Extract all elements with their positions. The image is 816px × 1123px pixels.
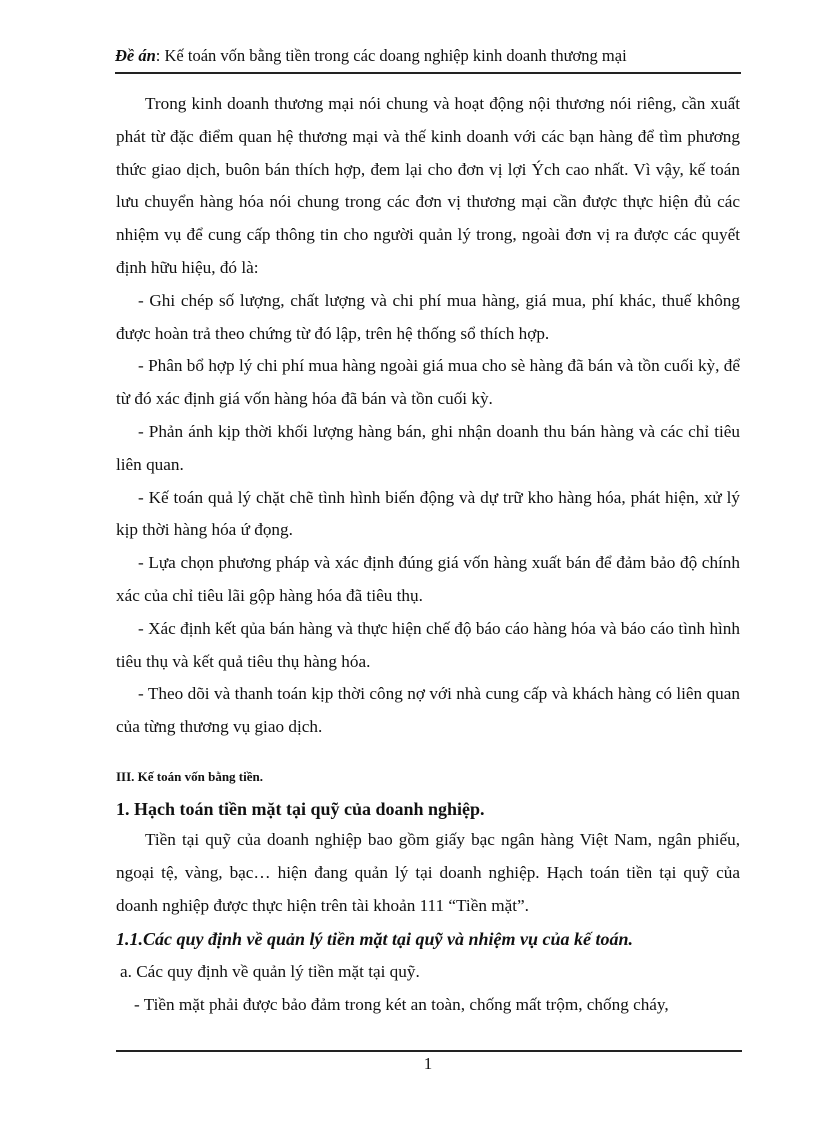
page-body [116, 88, 740, 1022]
header-label: Đề án [115, 46, 156, 65]
list-item: - Ghi chép số lượng, chất lượng và chi phí mua hàng, giá mua, phí khác, thuế không được hoàn trả theo chứng từ đó lập, trên hệ thống sổ thích hợp. [116, 290, 740, 343]
list-item: - Phân bổ hợp lý chi phí mua hàng ngoài giá mua cho sè hàng đã bán và tồn cuối kỳ, để từ đó xác định giá vốn hàng hóa đã bán và tồn cuối kỳ. [116, 356, 740, 409]
paragraph-last-line: - Tiền mặt phải được bảo đảm trong két an toàn, chống mất trộm, chống cháy, [134, 995, 669, 1015]
paragraph-intro: Trong kinh doanh thương mại nói chung và hoạt động nội thương nói riêng, cần xuất phát từ đặc điểm quan hệ thương mại và thế kinh doanh với các bạn hàng để tìm phương thức giao dịch, buôn bán thích hợp, đem lại cho đơn vị lợi Ých cao nhất. Vì vậy, kế toán lưu chuyển hàng hóa nói chung trong các đơn vị thương mại cần được thực hiện đủ các nhiệm vụ để cung cấp thông tin cho người quản lý trong, ngoài đơn vị ra được các quyết định hữu hiệu, đó là: [116, 94, 740, 277]
paragraph-cash: Tiền tại quỹ của doanh nghiệp bao gồm giấy bạc ngân hàng Việt Nam, ngân phiếu, ngoại tệ, vàng, bạc… hiện đang quản lý tại doanh nghiệp. Hạch toán tiền tại quỹ của doanh nghiệp được thực hiện trên tài khoản 111 “Tiền mặt”. [116, 829, 740, 915]
section-title: III. Kế toán vốn bằng tiền. [116, 768, 263, 784]
list-item: - Theo dõi và thanh toán kịp thời công nợ với nhà cung cấp và khách hàng có liên quan của từng thương vụ giao dịch. [116, 684, 740, 737]
sub-heading-a: a. Các quy định về quản lý tiền mặt tại quỹ. [120, 962, 420, 982]
header-title: : Kế toán vốn bằng tiền trong các doang nghiệp kinh doanh thương mại [155, 46, 627, 65]
list-item: - Xác định kết qủa bán hàng và thực hiện chế độ báo cáo hàng hóa và báo cáo tình hình tiêu thụ và kết quả tiêu thụ hàng hóa. [116, 618, 740, 671]
footer-divider [116, 1050, 742, 1052]
list-item: - Lựa chọn phương pháp và xác định đúng giá vốn hàng xuất bán để đảm bảo độ chính xác của chỉ tiêu lãi gộp hàng hóa đã tiêu thụ. [116, 553, 740, 605]
heading-1-1: 1.1.Các quy định về quản lý tiền mặt tại quỹ và nhiệm vụ của kế toán. [116, 929, 634, 950]
list-item: - Phản ánh kịp thời khối lượng hàng bán, ghi nhận doanh thu bán hàng và các chỉ tiêu liên quan. [116, 421, 740, 474]
heading-1: 1. Hạch toán tiền mặt tại quỹ của doanh nghiệp. [116, 798, 485, 819]
list-item: - Kế toán quả lý chặt chẽ tình hình biến động và dự trữ kho hàng hóa, phát hiện, xử lý kịp thời hàng hóa ứ đọng. [116, 487, 740, 540]
page-header [115, 46, 741, 74]
page-number: 1 [423, 1054, 433, 1073]
